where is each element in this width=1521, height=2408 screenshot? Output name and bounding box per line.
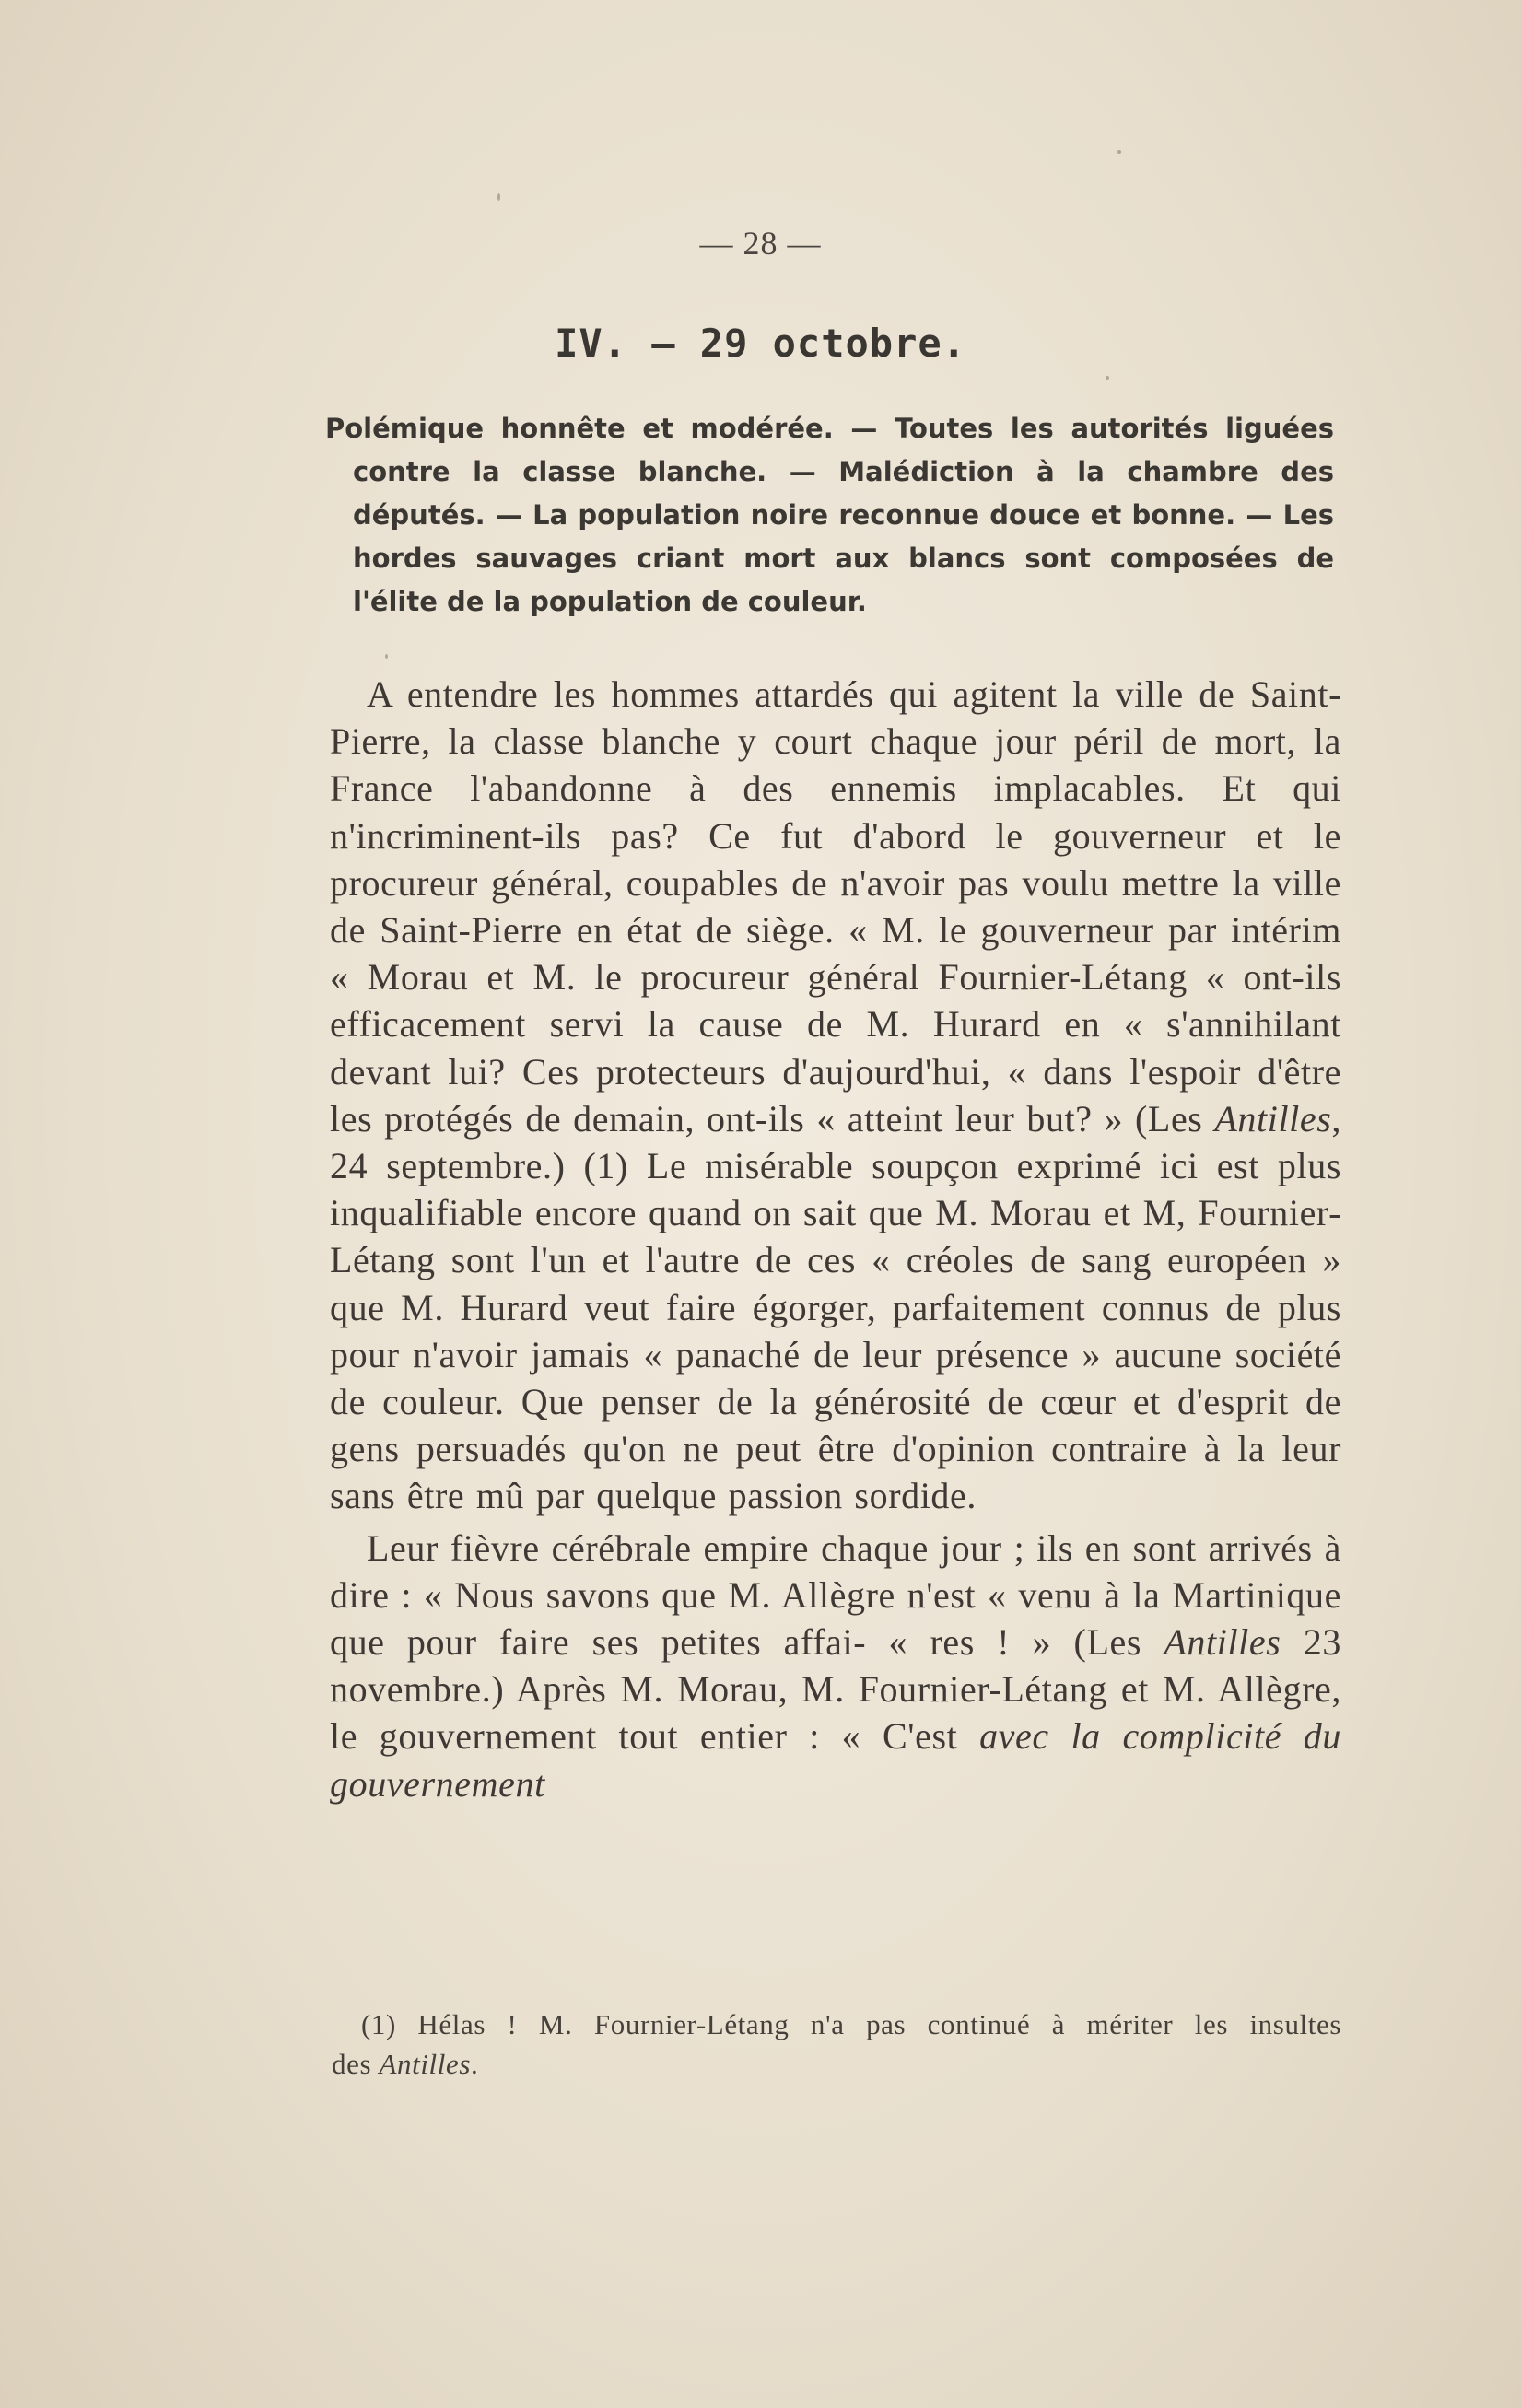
summary-text: Polémique honnête et modérée. — Toutes les autorités liguées contre la classe blanche. — Malédiction à la chambre des députés. — La population noire reconnue douce et bonne. — Les hordes sauvages criant mort aux blancs sont composées de l'élite de la population de couleur. <box>325 413 1334 617</box>
footnote-text-b: . <box>471 2048 479 2080</box>
paper-speck <box>385 654 388 659</box>
chapter-summary <box>325 407 1334 624</box>
paragraph-2-text-b: 23 novembre.) Après M. Morau, M. Fournier-Létang et M. Allègre, le gouvernement tout entier : « C'est <box>330 1621 1341 1758</box>
page-number: — 28 — <box>699 225 822 262</box>
footnote-text-a: (1) Hélas ! M. Fournier-Létang n'a pas continué à mériter les insultes des <box>332 2008 1341 2080</box>
footnote-text <box>332 2005 1341 2084</box>
paragraph-1-text-a: A entendre les hommes attardés qui agitent la ville de Saint-Pierre, la classe blanche y court chaque jour péril de mort, la France l'abandonne à des ennemis implacables. Et qui n'incriminent-ils pas? Ce fut d'abord le gouverneur et le procureur général, coupables de n'avoir pas voulu mettre la ville de Saint-Pierre en état de siège. « M. le gouverneur par intérim « Morau et M. le procureur général Fournier-Létang « ont-ils efficacement servi la cause de M. Hurard en « s'annihilant devant lui? Ces protecteurs d'aujourd'hui, « dans l'espoir d'être les protégés de demain, ont-ils « atteint leur but? » (Les <box>330 673 1341 1140</box>
emphasis-text: avec la complicité du gouvernement <box>330 1715 1342 1805</box>
publication-title: Antilles <box>1214 1097 1332 1140</box>
publication-title: Antilles <box>1164 1621 1281 1664</box>
chapter-title: IV. — 29 octobre. <box>555 321 966 366</box>
paper-speck <box>497 193 500 201</box>
paragraph-2-text-a: Leur fièvre cérébrale empire chaque jour ; ils en sont arrivés à dire : « Nous savons que M. Allègre n'est « venu à la Martinique que pour faire ses petites affai- « res ! » (Les <box>330 1526 1341 1664</box>
paragraph-1-text-b: , 24 septembre.) (1) Le misérable soupçon exprimé ici est plus inqualifiable encore quand on sait que M. Morau et M, Fournier-Létang sont l'un et l'autre de ces « créoles de sang européen » que M. Hurard veut faire égorger, parfaitement connus de plus pour n'avoir jamais « panaché de leur présence » aucune société de couleur. Que penser de la générosité de cœur et d'esprit de gens persuadés qu'on ne peut être d'opinion contraire à la leur sans être mû par quelque passion sordide. <box>330 1097 1342 1517</box>
paper-speck <box>1106 376 1109 380</box>
body-text <box>330 671 1341 1807</box>
paragraph-2 <box>330 1525 1341 1807</box>
paragraph-1 <box>330 671 1341 1520</box>
footnote <box>332 2005 1341 2084</box>
paper-speck <box>1117 150 1121 154</box>
publication-title: Antilles <box>379 2048 471 2080</box>
